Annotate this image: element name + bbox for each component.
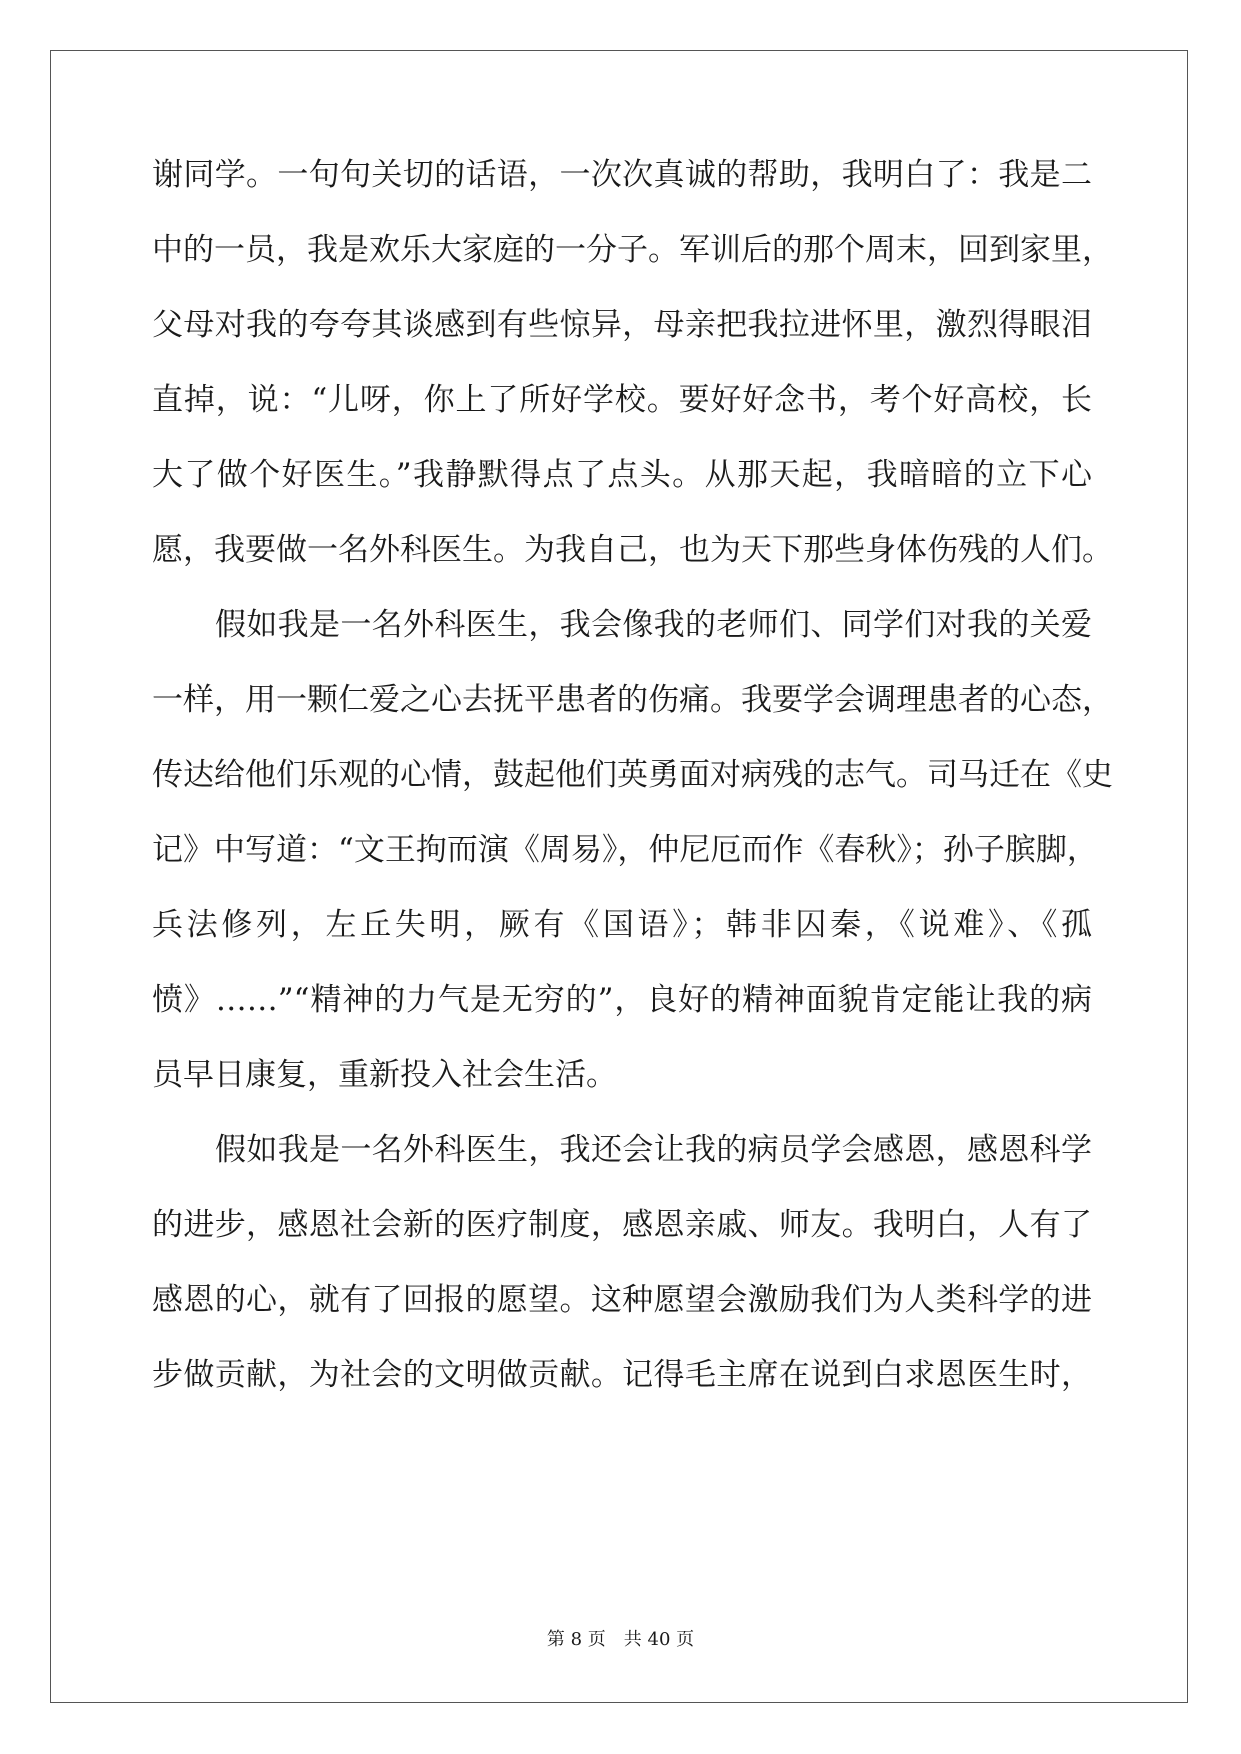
- text-line: 兵法修列，左丘失明，厥有《国语》；韩非囚秦，《说难》、《孤: [152, 907, 1092, 943]
- text-line: 愤》……”“精神的力气是无穷的”，良好的精神面貌肯定能让我的病: [152, 982, 1092, 1018]
- text-line: 步做贡献，为社会的文明做贡献。记得毛主席在说到白求恩医生时，: [152, 1357, 1092, 1393]
- page-border: [50, 50, 1188, 1703]
- text-line: 父母对我的夸夸其谈感到有些惊异，母亲把我拉进怀里，激烈得眼泪: [152, 307, 1092, 343]
- text-line: 感恩的心，就有了回报的愿望。这种愿望会激励我们为人类科学的进: [152, 1282, 1092, 1318]
- paragraph-start-line: 假如我是一名外科医生，我会像我的老师们、同学们对我的关爱: [215, 607, 1092, 643]
- text-line: 谢同学。一句句关切的话语，一次次真诚的帮助，我明白了：我是二: [152, 157, 1092, 193]
- text-line: 直掉，说：“儿呀，你上了所好学校。要好好念书，考个好高校，长: [152, 382, 1092, 418]
- text-line: 记》中写道：“文王拘而演《周易》，仲尼厄而作《春秋》；孙子膑脚，: [152, 832, 1098, 868]
- text-line: 中的一员，我是欢乐大家庭的一分子。军训后的那个周末，回到家里，: [152, 232, 1113, 268]
- text-line: 愿，我要做一名外科医生。为我自己，也为天下那些身体伤残的人们。: [152, 532, 1113, 568]
- paragraph-end-line: 员早日康复，重新投入社会生活。: [152, 1057, 617, 1093]
- text-line: 一样，用一颗仁爱之心去抚平患者的伤痛。我要学会调理患者的心态，: [152, 682, 1113, 718]
- paragraph-start-line: 假如我是一名外科医生，我还会让我的病员学会感恩，感恩科学: [215, 1132, 1092, 1168]
- page-number-footer: 第 8 页 共 40 页: [546, 1629, 695, 1650]
- text-line: 大了做个好医生。”我静默得点了点头。从那天起，我暗暗的立下心: [152, 457, 1092, 493]
- text-line: 的进步，感恩社会新的医疗制度，感恩亲戚、师友。我明白，人有了: [152, 1207, 1092, 1243]
- text-line: 传达给他们乐观的心情，鼓起他们英勇面对病残的志气。司马迁在《史: [152, 757, 1113, 793]
